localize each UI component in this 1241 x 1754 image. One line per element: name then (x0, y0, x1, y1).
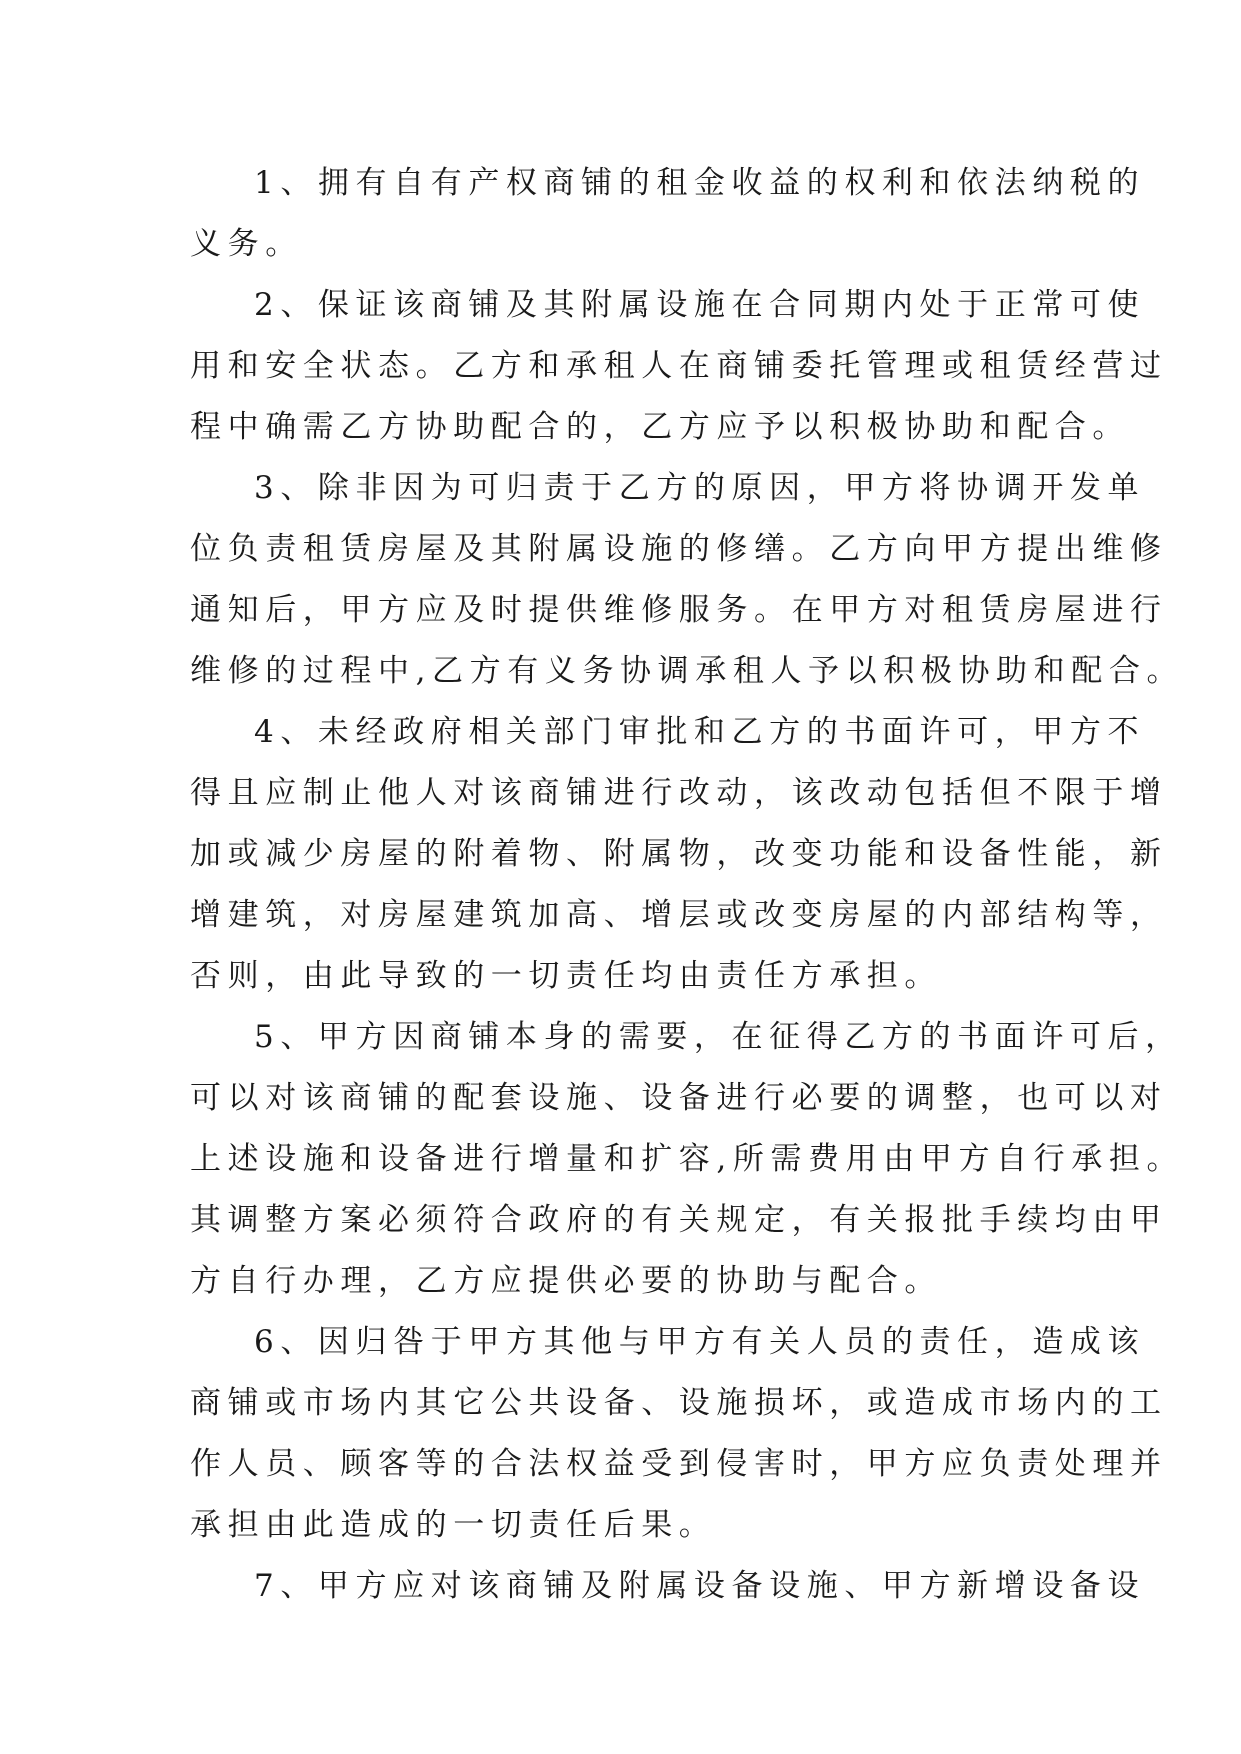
paragraph-2 (190, 275, 1168, 458)
paragraph-line: 用和安全状态。乙方和承租人在商铺委托管理或租赁经营过 (190, 348, 1168, 384)
paragraph-line: 其调整方案必须符合政府的有关规定，有关报批手续均由甲 (190, 1202, 1168, 1238)
paragraph-line: 得且应制止他人对该商铺进行改动，该改动包括但不限于增 (190, 775, 1168, 811)
paragraph-line: 程中确需乙方协助配合的，乙方应予以积极协助和配合。 (190, 409, 1130, 445)
paragraph-line: 位负责租赁房屋及其附属设施的修缮。乙方向甲方提出维修 (190, 531, 1168, 567)
paragraph-3 (190, 458, 1185, 702)
paragraph-line: 5、甲方因商铺本身的需要，在征得乙方的书面许可后， (254, 1019, 1183, 1055)
paragraph-7 (190, 1556, 1146, 1617)
paragraph-line: 作人员、顾客等的合法权益受到侵害时，甲方应负责处理并 (190, 1446, 1168, 1482)
paragraph-line: 上述设施和设备进行增量和扩容,所需费用由甲方自行承担。 (190, 1141, 1185, 1177)
paragraph-line: 加或减少房屋的附着物、附属物，改变功能和设备性能，新 (190, 836, 1168, 872)
paragraph-line: 7、甲方应对该商铺及附属设备设施、甲方新增设备设 (254, 1568, 1146, 1604)
paragraph-line: 1、拥有自有产权商铺的租金收益的权利和依法纳税的 (254, 165, 1146, 201)
paragraph-line: 维修的过程中,乙方有义务协调承租人予以积极协助和配合。 (190, 653, 1185, 689)
paragraph-line: 可以对该商铺的配套设施、设备进行必要的调整，也可以对 (190, 1080, 1168, 1116)
paragraph-line: 否则，由此导致的一切责任均由责任方承担。 (190, 958, 942, 994)
paragraph-line: 6、因归咎于甲方其他与甲方有关人员的责任，造成该 (254, 1324, 1146, 1360)
paragraph-line: 方自行办理，乙方应提供必要的协助与配合。 (190, 1263, 942, 1299)
paragraph-6 (190, 1312, 1168, 1556)
paragraph-line: 承担由此造成的一切责任后果。 (190, 1507, 717, 1543)
paragraph-line: 4、未经政府相关部门审批和乙方的书面许可，甲方不 (254, 714, 1146, 750)
paragraph-line: 义务。 (190, 226, 303, 262)
paragraph-1 (190, 153, 1146, 275)
paragraph-line: 2、保证该商铺及其附属设施在合同期内处于正常可使 (254, 287, 1146, 323)
paragraph-line: 3、除非因为可归责于乙方的原因，甲方将协调开发单 (254, 470, 1146, 506)
document-body (190, 153, 1185, 1617)
paragraph-line: 增建筑，对房屋建筑加高、增层或改变房屋的内部结构等， (190, 897, 1168, 933)
paragraph-line: 通知后，甲方应及时提供维修服务。在甲方对租赁房屋进行 (190, 592, 1168, 628)
paragraph-line: 商铺或市场内其它公共设备、设施损坏，或造成市场内的工 (190, 1385, 1168, 1421)
paragraph-4 (190, 702, 1168, 1007)
paragraph-5 (190, 1007, 1185, 1312)
